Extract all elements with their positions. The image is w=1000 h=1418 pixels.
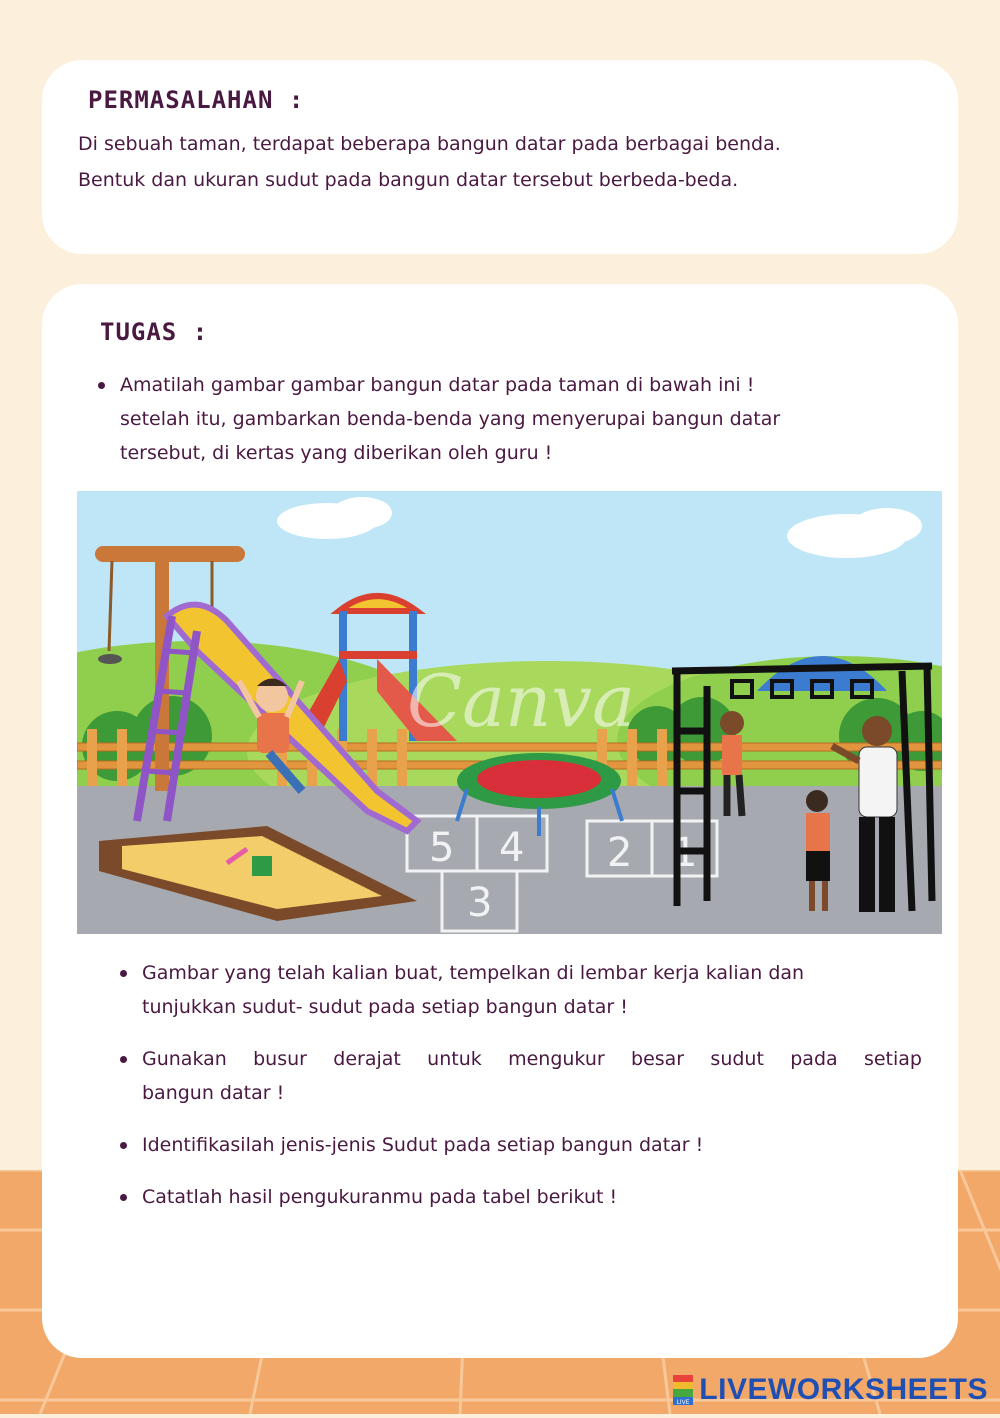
- intro-item-cont: [120, 436, 780, 470]
- bullet-icon: [120, 1142, 127, 1149]
- intro-line-3: tersebut, di kertas yang diberikan oleh guru !: [120, 442, 553, 464]
- step-2-line-2: bangun datar !: [142, 1082, 285, 1104]
- step-item: [142, 1042, 922, 1076]
- problem-line-1: Di sebuah taman, terdapat beberapa bangun datar pada berbagai benda.: [78, 133, 781, 155]
- bullet-icon: [98, 382, 105, 389]
- liveworksheets-logo[interactable]: [673, 1372, 988, 1408]
- step-item-cont: [142, 990, 922, 1024]
- step-item: [142, 1128, 922, 1162]
- intro-line-2: setelah itu, gambarkan benda-benda yang menyerupai bangun datar: [120, 408, 781, 430]
- problem-line-2: Bentuk dan ukuran sudut pada bangun datar tersebut berbeda-beda.: [78, 169, 739, 191]
- live-badge-icon: [673, 1375, 693, 1405]
- intro-item: [120, 368, 780, 402]
- step-1-line-1: Gambar yang telah kalian buat, tempelkan di lembar kerja kalian dan: [142, 962, 805, 984]
- hopscotch-number-5: 5: [429, 825, 455, 871]
- problem-heading: PERMASALAHAN :: [88, 86, 305, 114]
- steps-list: [142, 956, 922, 1214]
- step-3-line-1: Identifikasilah jenis-jenis Sudut pada setiap bangun datar !: [142, 1134, 704, 1156]
- bullet-icon: [120, 970, 127, 977]
- hopscotch-number-2: 2: [607, 830, 633, 876]
- hopscotch-number-4: 4: [499, 825, 525, 871]
- canva-watermark: Canva: [407, 659, 635, 743]
- step-1-line-2: tunjukkan sudut- sudut pada setiap bangun datar !: [142, 996, 628, 1018]
- hopscotch-number-3: 3: [467, 880, 493, 926]
- intro-list: [120, 368, 780, 470]
- bullet-icon: [120, 1056, 127, 1063]
- step-item: [142, 956, 922, 990]
- step-item-cont: [142, 1076, 922, 1110]
- intro-line-1: Amatilah gambar gambar bangun datar pada taman di bawah ini !: [120, 374, 755, 396]
- task-heading: TUGAS :: [100, 318, 209, 346]
- hopscotch-number-1: 1: [672, 830, 698, 876]
- playground-illustration: [77, 491, 942, 934]
- step-4-line-1: Catatlah hasil pengukuranmu pada tabel berikut !: [142, 1186, 618, 1208]
- bullet-icon: [120, 1194, 127, 1201]
- step-item: [142, 1180, 922, 1214]
- intro-item-cont: [120, 402, 780, 436]
- brand-text: LIVEWORKSHEETS: [699, 1373, 988, 1406]
- step-2-line-1: Gunakan busur derajat untuk mengukur besar sudut pada setiap: [142, 1048, 922, 1070]
- live-badge-text: LIVE: [676, 1399, 690, 1405]
